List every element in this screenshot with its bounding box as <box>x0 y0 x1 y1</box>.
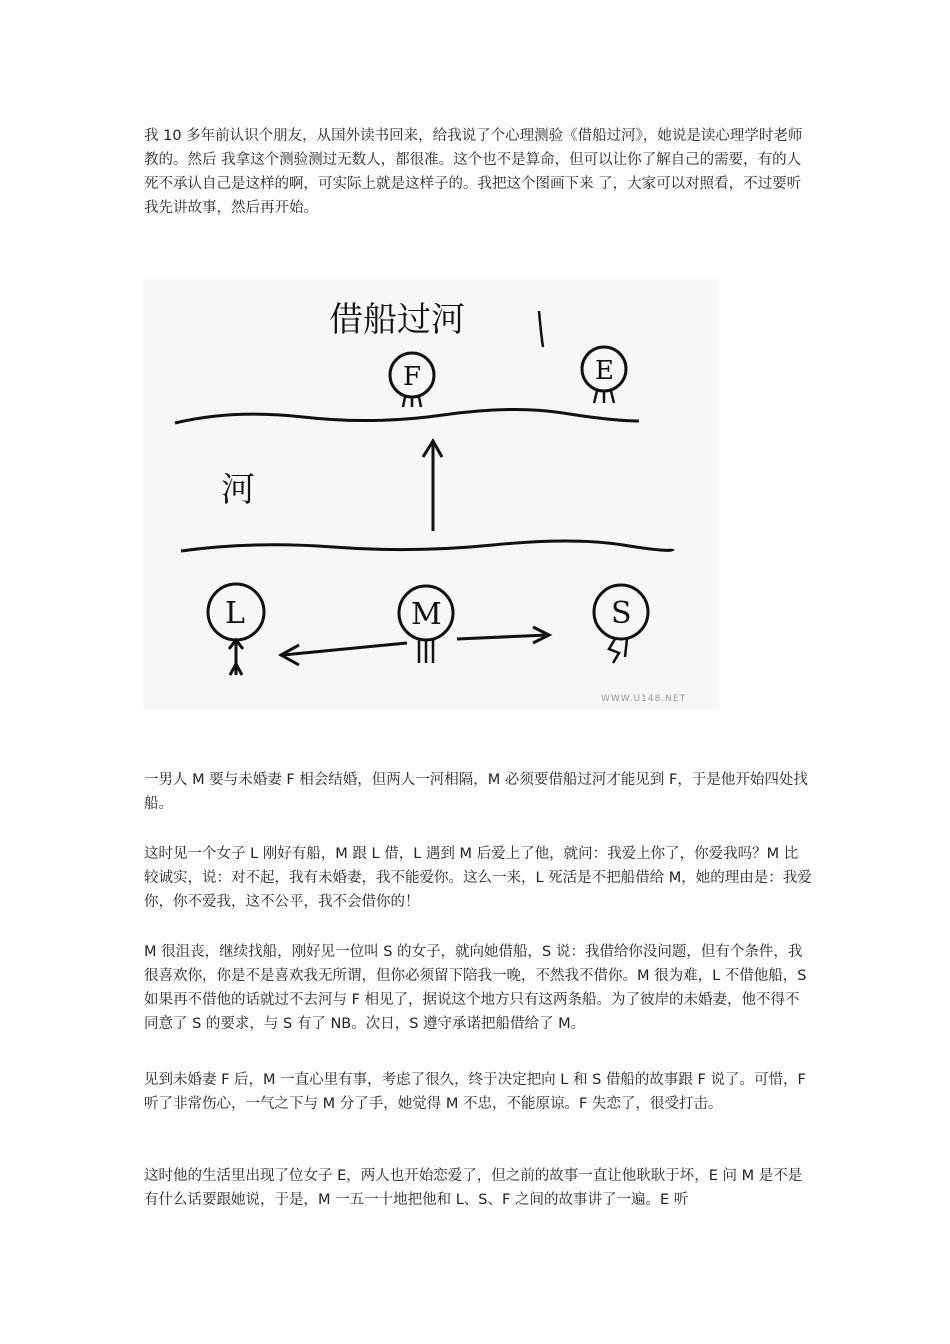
person-m <box>399 586 453 663</box>
story-paragraph-3: M 很沮丧，继续找船，刚好见一位叫 S 的女子，就向她借船，S 说：我借给你没问题，但有个条件，我很喜欢你，你是不是喜欢我无所谓，但你必须留下陪我一晚，不然我不借你。M 很为难，L 不借他船，S 如果再不借他的话就过不去河与 F 相见了，据说这个地方只有这两条船。为了彼岸的未婚妻，他不得不同意了 S 的要求，与 S 有了 NB。次日，S 遵守承诺把船借给了 M。 <box>144 944 807 1032</box>
person-s <box>594 585 648 663</box>
person-f-label: F <box>403 362 422 392</box>
diagram-svg <box>143 279 719 709</box>
left-arrow-icon <box>283 643 407 655</box>
story-paragraph-5: 这时他的生活里出现了位女子 E，两人也开始恋爱了，但之前的故事一直让他耿耿于坏，E 问 M 是不是有什么话要跟她说，于是，M 一五一十地把他和 L、S、F 之间的故事讲了一遍。E 听 <box>144 1168 803 1208</box>
river-label: 河 <box>221 470 255 510</box>
right-arrow-icon <box>457 635 547 639</box>
river-bank-top <box>175 409 639 423</box>
story-paragraph-1: 一男人 M 要与未婚妻 F 相会结婚，但两人一河相隔，M 必须要借船过河才能见到 F，于是他开始四处找船。 <box>144 772 808 812</box>
person-e <box>582 347 626 403</box>
story-paragraph-2: 这时见一个女子 L 刚好有船，M 跟 L 借，L 遇到 M 后爱上了他，就问：我爱上你了，你爱我吗？M 比较诚实，说：对不起，我有未婚妻，我不能爱你。这么一来，L 死活是不把船借给 M，她的理由是：我爱你，你不爱我，这不公平，我不会借你的！ <box>144 846 812 910</box>
person-e-label: E <box>595 356 614 386</box>
diagram-title: 借船过河 <box>329 300 465 340</box>
river-bank-bottom <box>181 541 673 551</box>
story-paragraph-4: 见到未婚妻 F 后，M 一直心里有事，考虑了很久，终于决定把向 L 和 S 借船的故事跟 F 说了。可惜，F 听了非常伤心，一气之下与 M 分了手，她觉得 M 不忠，不能原谅。F 失恋了，很受打击。 <box>144 1072 806 1112</box>
watermark: WWW.U148.NET <box>601 694 687 704</box>
person-l <box>208 584 264 675</box>
person-l-label: L <box>225 596 245 631</box>
person-s-label: S <box>611 596 632 631</box>
person-f <box>390 353 434 407</box>
person-m-label: M <box>411 597 442 632</box>
intro-paragraph: 我 10 多年前认识个朋友，从国外读书回来，给我说了个心理测验《借船过河》，她说是读心理学时老师教的。然后 我拿这个测验测过无数人，都很准。这个也不是算命，但可以让你了解自己的需要，有的人死不承认自己是这样的啊，可实际上就是这样子的。我把这个图画下来 了，大家可以对照看，不过要听我先讲故事，然后再开始。 <box>144 128 803 216</box>
hand-drawn-diagram <box>143 279 719 709</box>
